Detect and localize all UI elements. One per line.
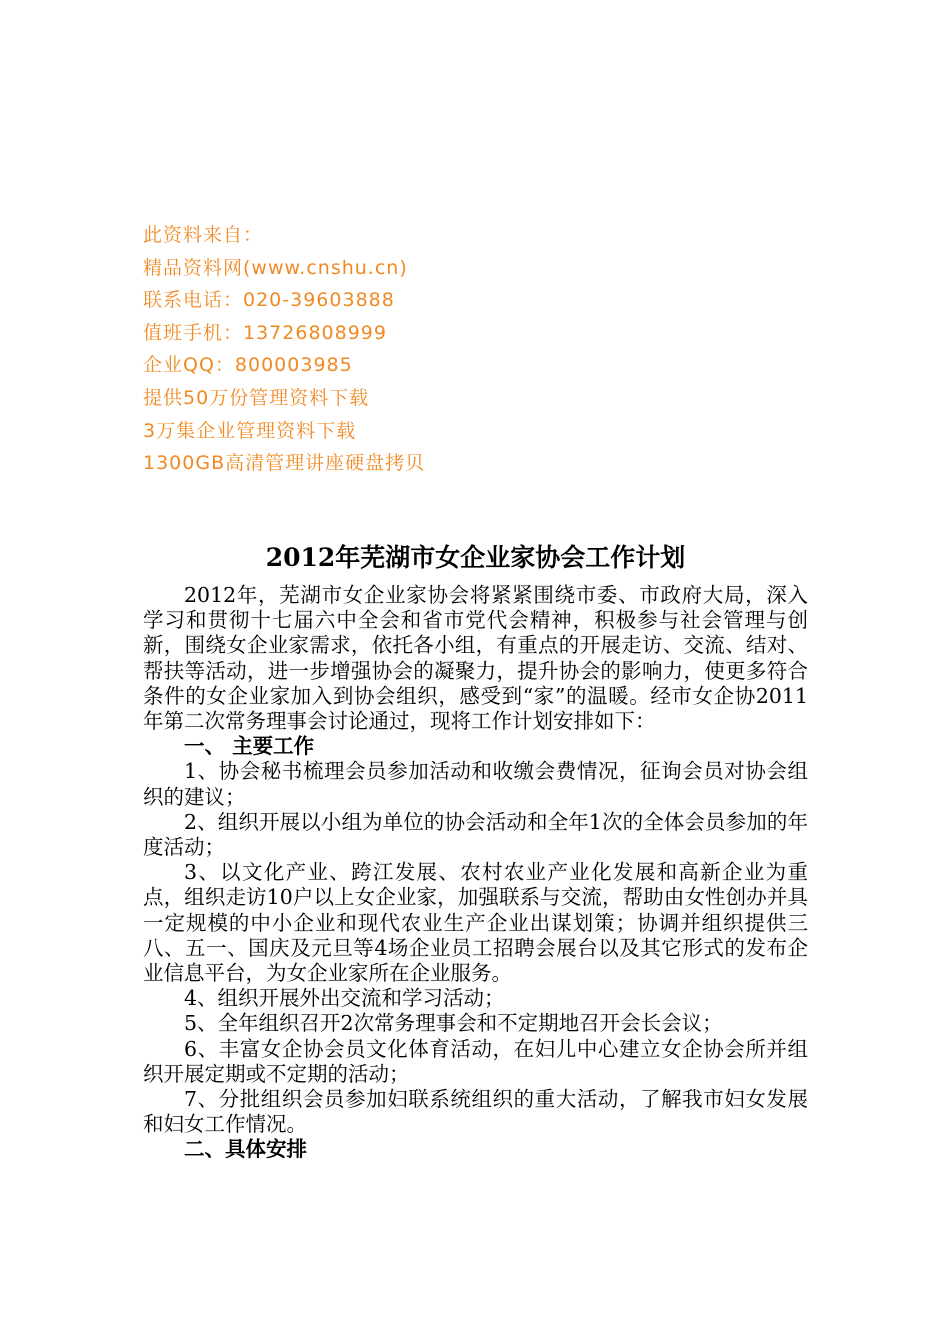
list-item: 3、以文化产业、跨江发展、农村农业产业化发展和高新企业为重点，组织走访10户以上女企业家，加强联系与交流，帮助由女性创办并具一定规模的中小企业和现代农业生产企业出谋划策；协调并组织提供三八、五一、国庆及元旦等4场企业员工招聘会展台以及其它形式的发布企业信息平台，为女企业家所在企业服务。 [143,860,808,986]
list-item: 1、协会秘书梳理会员参加活动和收缴会费情况，征询会员对协会组织的建议； [143,759,808,809]
list-item: 2、组织开展以小组为单位的协会活动和全年1次的全体会员参加的年度活动； [143,809,808,860]
source-info-line: 3万集企业管理资料下载 [143,419,357,442]
section-heading-arrangement: 二、具体安排 [184,1137,307,1162]
source-info-phone: 联系电话：020-39603888 [143,289,395,312]
list-item: 7、分批组织会员参加妇联系统组织的重大活动，了解我市妇女发展和妇女工作情况。 [143,1087,808,1137]
intro-paragraph: 2012年，芜湖市女企业家协会将紧紧围绕市委、市政府大局，深入学习和贯彻十七届六中全会和省市党代会精神，积极参与社会管理与创新，围绕女企业家需求，依托各小组，有重点的开展走访、交流、结对、帮扶等活动，进一步增强协会的凝聚力，提升协会的影响力，使更多符合条件的女企业家加入到协会组织，感受到“家”的温暖。经市女企协2011年第二次常务理事会讨论通过，现将工作计划安排如下： [143,583,808,734]
document-body [143,583,808,1163]
document-title: 2012年芜湖市女企业家协会工作计划 [265,543,686,572]
source-info-website: 精品资料网(www.cnshu.cn) [143,256,408,279]
section-heading-main-work: 一、 主要工作 [184,734,315,759]
list-item: 5、全年组织召开2次常务理事会和不定期地召开会长会议； [184,1011,723,1036]
source-info-block [143,219,643,480]
list-item: 4、组织开展外出交流和学习活动； [184,986,505,1011]
source-info-line: 1300GB高清管理讲座硬盘拷贝 [143,452,426,475]
list-item: 6、丰富女企协会员文化体育活动，在妇儿中心建立女企协会所并组织开展定期或不定期的活动； [143,1036,808,1086]
source-info-line: 此资料来自： [143,224,264,246]
source-info-line: 提供50万份管理资料下载 [143,386,370,409]
source-info-qq: 企业QQ：800003985 [143,354,353,377]
source-info-mobile: 值班手机：13726808999 [143,321,387,344]
